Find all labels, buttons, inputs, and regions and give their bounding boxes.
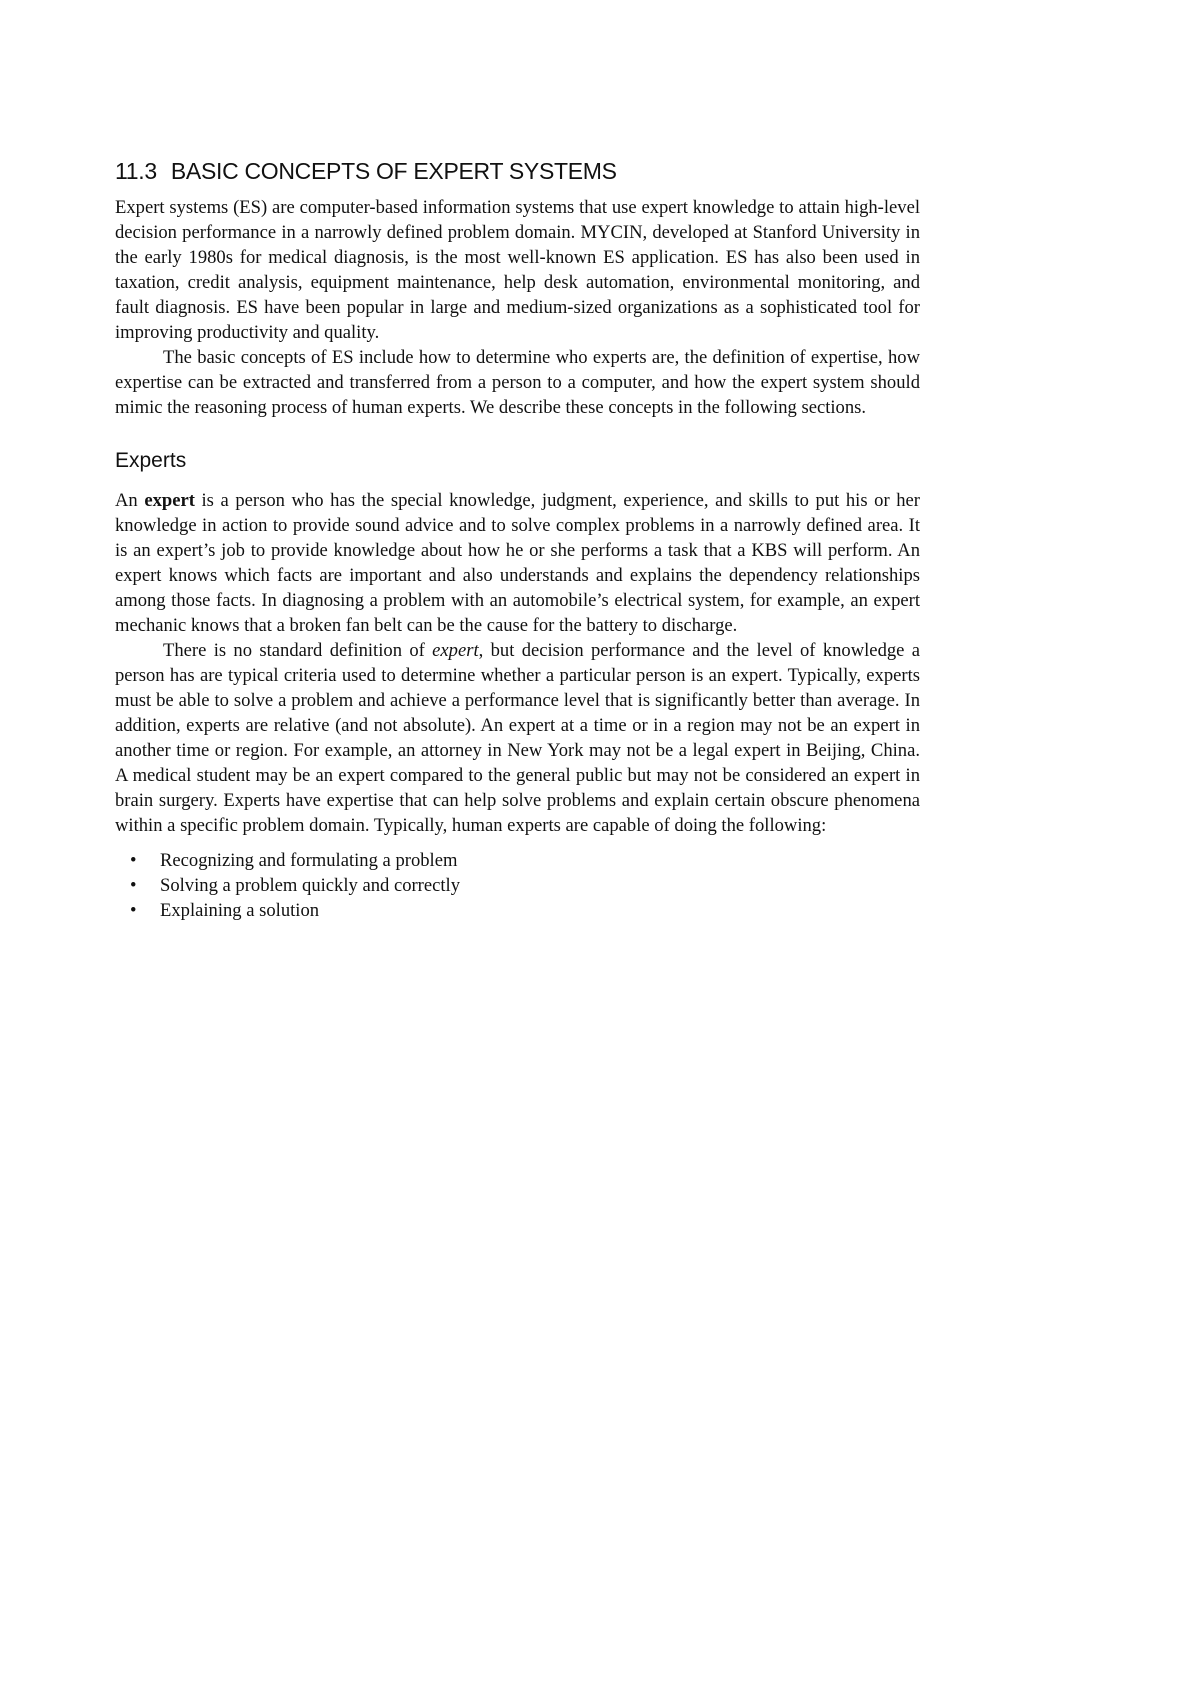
experts-heading: Experts — [115, 449, 187, 472]
section-number: 11.3 — [115, 158, 157, 184]
capabilities-list — [115, 848, 920, 923]
list-item-text: Explaining a solution — [160, 900, 320, 921]
paragraph-lead-text: There is no standard definition of — [163, 640, 433, 661]
expert-term-bold: expert — [144, 490, 195, 511]
bullet-icon: • — [130, 875, 137, 896]
intro-paragraph: Expert systems (ES) are computer-based information systems that use expert knowledge to attain high-level decision performance in a narrowly defined problem domain. MYCIN, developed at Stanford University in the early 1980s for medical diagnosis, is the most well-known ES application. ES has also been used in taxation, credit analysis, equipment maintenance, help desk automation, environmental monitoring, and fault diagnosis. ES have been popular in large and medium-sized organizations as a sophisticated tool for improving productivity and quality. — [115, 197, 920, 343]
section-heading — [115, 157, 920, 185]
bullet-icon: • — [130, 900, 137, 921]
paragraph-body-text: is a person who has the special knowledge, judgment, experience, and skills to put his or her knowledge in action to provide sound advice and to solve complex problems in a narrowly defined area. It is an expert’s job to provide knowledge about how he or she performs a task that a KBS will perform. An expert knows which facts are important and also understands and explains the dependency relationships among those facts. In diagnosing a problem with an automobile’s electrical system, for example, an expert mechanic knows that a broken fan belt can be the cause for the battery to discharge. — [115, 490, 921, 636]
paragraph-lead-text: An — [115, 490, 145, 511]
list-item — [130, 898, 920, 923]
paragraph-body-text: , but decision performance and the level of knowledge a person has are typical criteria used to determine whether a particular person is an expert. Typically, experts must be able to solve a problem and achieve a performance level that is significantly better than average. In addition, experts are relative (and not absolute). An expert at a time or in a region may not be an expert in another time or region. For example, an attorney in New York may not be a legal expert in Beijing, China. A medical student may be an expert compared to the general public but may not be considered an expert in brain surgery. Experts have expertise that can help solve problems and explain certain obscure phenomena within a specific problem domain. Typically, human experts are capable of doing the following: — [115, 640, 921, 836]
section-title: BASIC CONCEPTS OF EXPERT SYSTEMS — [170, 158, 617, 184]
page-content — [115, 157, 920, 923]
expert-criteria-paragraph — [115, 638, 920, 838]
list-item — [130, 848, 920, 873]
expert-definition-paragraph — [115, 488, 920, 638]
concepts-paragraph: The basic concepts of ES include how to determine who experts are, the definition of expertise, how expertise can be extracted and transferred from a person to a computer, and how the expert system should mimic the reasoning process of human experts. We describe these concepts in the following sections. — [115, 347, 920, 418]
expert-term-italic: expert — [432, 640, 479, 661]
bullet-icon: • — [130, 850, 137, 871]
list-item-text: Solving a problem quickly and correctly — [160, 875, 461, 896]
list-item-text: Recognizing and formulating a problem — [160, 850, 458, 871]
list-item — [130, 873, 920, 898]
